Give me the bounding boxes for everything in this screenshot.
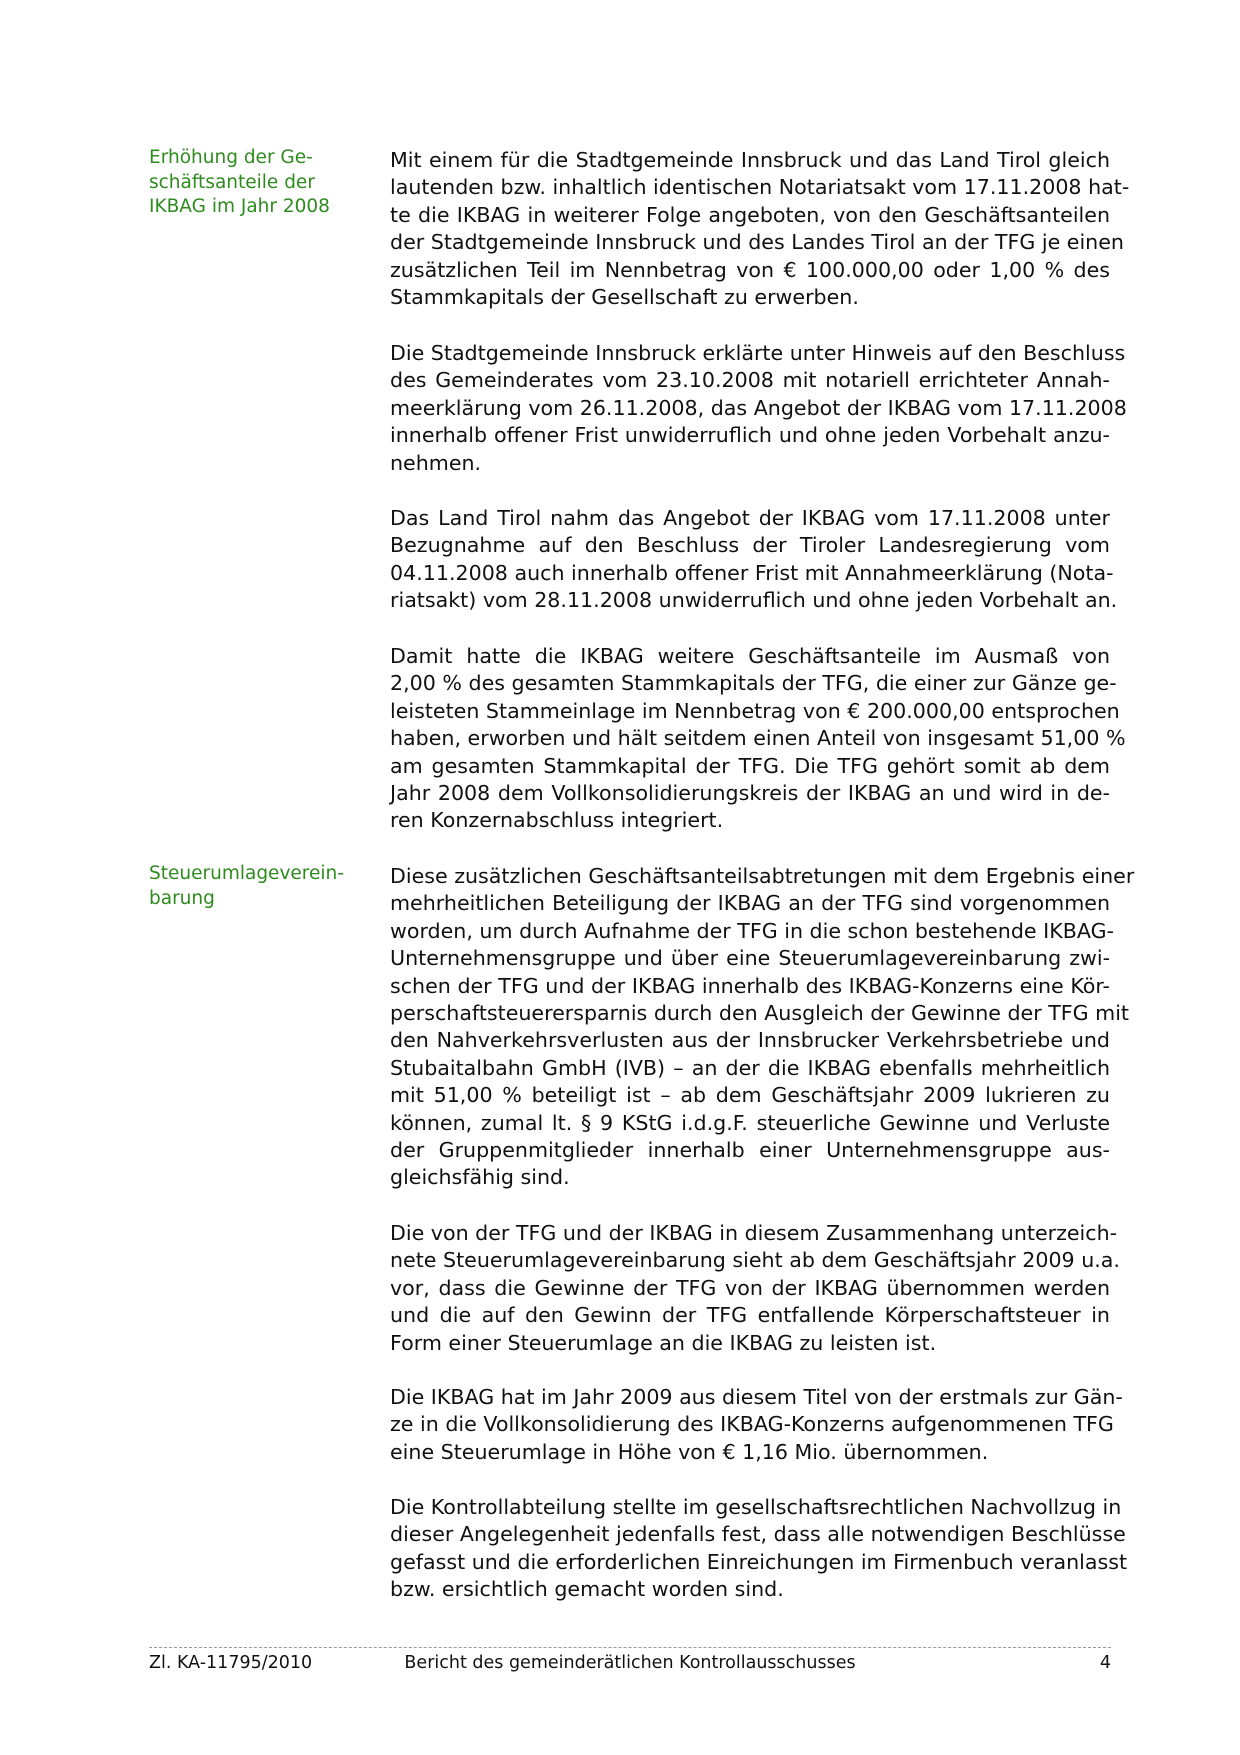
text-line: ze in die Vollkonsolidierung des IKBAG-Konzerns aufgenommenen TFG <box>390 1412 1114 1437</box>
text-line: Die Kontrollabteilung stellte im gesellschaftsrechtlichen Nachvollzug in <box>390 1495 1122 1519</box>
page-number: 4 <box>1099 1653 1111 1673</box>
text-line: bzw. ersichtlich gemacht worden sind. <box>390 1577 784 1602</box>
footer-title: Bericht des gemeinderätlichen Kontrollausschusses <box>404 1653 856 1673</box>
paragraph-state-acceptance <box>390 505 1118 615</box>
text-line: Die von der TFG und der IKBAG in diesem Zusammenhang unterzeich- <box>390 1221 1118 1245</box>
side-label-line: Steuerumlageverein- <box>149 863 344 884</box>
text-line: 2,00 % des gesamten Stammkapitals der TFG, die einer zur Gänze ge- <box>390 671 1117 696</box>
text-line: der Gruppenmitglieder innerhalb einer Unternehmensgruppe aus- <box>390 1137 1110 1162</box>
paragraph-share-result <box>390 643 1126 835</box>
text-line: 04.11.2008 auch innerhalb offener Frist mit Annahmeerklärung (Nota- <box>390 560 1114 585</box>
paragraph-share-transfer-purpose <box>390 863 1135 1192</box>
text-line: worden, um durch Aufnahme der TFG in die schon bestehende IKBAG- <box>390 918 1114 943</box>
text-line: schen der TFG und der IKBAG innerhalb des IKBAG-Konzerns eine Kör- <box>390 973 1110 998</box>
side-label-line: barung <box>149 887 215 909</box>
text-line: Stubaitalbahn GmbH (IVB) – an der die IKBAG ebenfalls mehrheitlich <box>390 1055 1110 1080</box>
text-line: Das Land Tirol nahm das Angebot der IKBAG vom 17.11.2008 unter <box>390 506 1110 530</box>
text-line: Stammkapitals der Gesellschaft zu erwerben. <box>390 284 859 309</box>
side-label-line: Erhöhung der Ge- <box>149 147 313 168</box>
text-line: nehmen. <box>390 450 482 475</box>
text-line: Bezugnahme auf den Beschluss der Tiroler Landesregierung vom <box>390 533 1110 558</box>
text-line: Diese zusätzlichen Geschäftsanteilsabtretungen mit dem Ergebnis einer <box>390 864 1135 888</box>
text-line: eine Steuerumlage in Höhe von € 1,16 Mio. übernommen. <box>390 1439 989 1464</box>
text-line: können, zumal lt. § 9 KStG i.d.g.F. steuerliche Gewinne und Verluste <box>390 1110 1110 1135</box>
paragraph-tax-agreement-terms <box>390 1220 1120 1357</box>
text-line: den Nahverkehrsverlusten aus der Innsbrucker Verkehrsbetriebe und <box>390 1028 1110 1053</box>
text-line: ren Konzernabschluss integriert. <box>390 808 724 833</box>
text-line: te die IKBAG in weiterer Folge angeboten, von den Geschäftsanteilen <box>390 202 1110 227</box>
text-line: Die Stadtgemeinde Innsbruck erklärte unter Hinweis auf den Beschluss <box>390 341 1126 365</box>
paragraph-tax-levy-2009 <box>390 1384 1123 1466</box>
paragraph-audit-finding <box>390 1494 1128 1604</box>
text-line: der Stadtgemeinde Innsbruck und des Landes Tirol an der TFG je einen <box>390 230 1124 255</box>
text-line: am gesamten Stammkapital der TFG. Die TFG gehört somit ab dem <box>390 753 1110 778</box>
side-label-tax-agreement <box>149 862 349 911</box>
text-line: und die auf den Gewinn der TFG entfallende Körperschaftsteuer in <box>390 1303 1110 1328</box>
text-line: des Gemeinderates vom 23.10.2008 mit notariell errichteter Annah- <box>390 368 1110 393</box>
text-line: innerhalb offener Frist unwiderruflich und ohne jeden Vorbehalt anzu- <box>390 423 1110 448</box>
paragraph-city-acceptance <box>390 340 1127 477</box>
text-line: dieser Angelegenheit jedenfalls fest, dass alle notwendigen Beschlüsse <box>390 1522 1126 1547</box>
footer-divider <box>149 1647 1111 1648</box>
text-line: mehrheitlichen Beteiligung der IKBAG an der TFG sind vorgenommen <box>390 891 1110 916</box>
footer-reference: Zl. KA-11795/2010 <box>149 1653 313 1673</box>
paragraph-notarial-offer <box>390 147 1130 311</box>
text-line: Form einer Steuerumlage an die IKBAG zu leisten ist. <box>390 1330 937 1355</box>
text-line: Mit einem für die Stadtgemeinde Innsbruck und das Land Tirol gleich <box>390 148 1110 172</box>
text-line: Jahr 2008 dem Vollkonsolidierungskreis der IKBAG an und wird in de- <box>390 780 1110 805</box>
text-line: gefasst und die erforderlichen Einreichungen im Firmenbuch veranlasst <box>390 1549 1128 1574</box>
text-line: Damit hatte die IKBAG weitere Geschäftsanteile im Ausmaß von <box>390 644 1110 668</box>
text-line: Die IKBAG hat im Jahr 2009 aus diesem Titel von der erstmals zur Gän- <box>390 1385 1123 1409</box>
text-line: zusätzlichen Teil im Nennbetrag von € 100.000,00 oder 1,00 % des <box>390 257 1110 282</box>
text-line: perschaftsteuerersparnis durch den Ausgleich der Gewinne der TFG mit <box>390 1000 1130 1025</box>
text-line: gleichsfähig sind. <box>390 1165 570 1190</box>
text-line: vor, dass die Gewinne der TFG von der IKBAG übernommen werden <box>390 1275 1110 1300</box>
text-line: haben, erworben und hält seitdem einen Anteil von insgesamt 51,00 % <box>390 726 1126 751</box>
text-line: nete Steuerumlagevereinbarung sieht ab dem Geschäftsjahr 2009 u.a. <box>390 1248 1120 1273</box>
text-line: mit 51,00 % beteiligt ist – ab dem Geschäftsjahr 2009 lukrieren zu <box>390 1083 1110 1108</box>
text-line: Unternehmensgruppe und über eine Steuerumlagevereinbarung zwi- <box>390 946 1110 971</box>
text-line: riatsakt) vom 28.11.2008 unwiderruflich und ohne jeden Vorbehalt an. <box>390 588 1118 613</box>
side-label-share-increase <box>149 146 349 220</box>
side-label-line: schäftsanteile der <box>149 171 315 193</box>
text-line: leisteten Stammeinlage im Nennbetrag von € 200.000,00 entsprochen <box>390 698 1120 723</box>
side-label-line: IKBAG im Jahr 2008 <box>149 196 330 218</box>
text-line: meerklärung vom 26.11.2008, das Angebot der IKBAG vom 17.11.2008 <box>390 395 1127 420</box>
text-line: lautenden bzw. inhaltlich identischen Notariatsakt vom 17.11.2008 hat- <box>390 175 1130 200</box>
